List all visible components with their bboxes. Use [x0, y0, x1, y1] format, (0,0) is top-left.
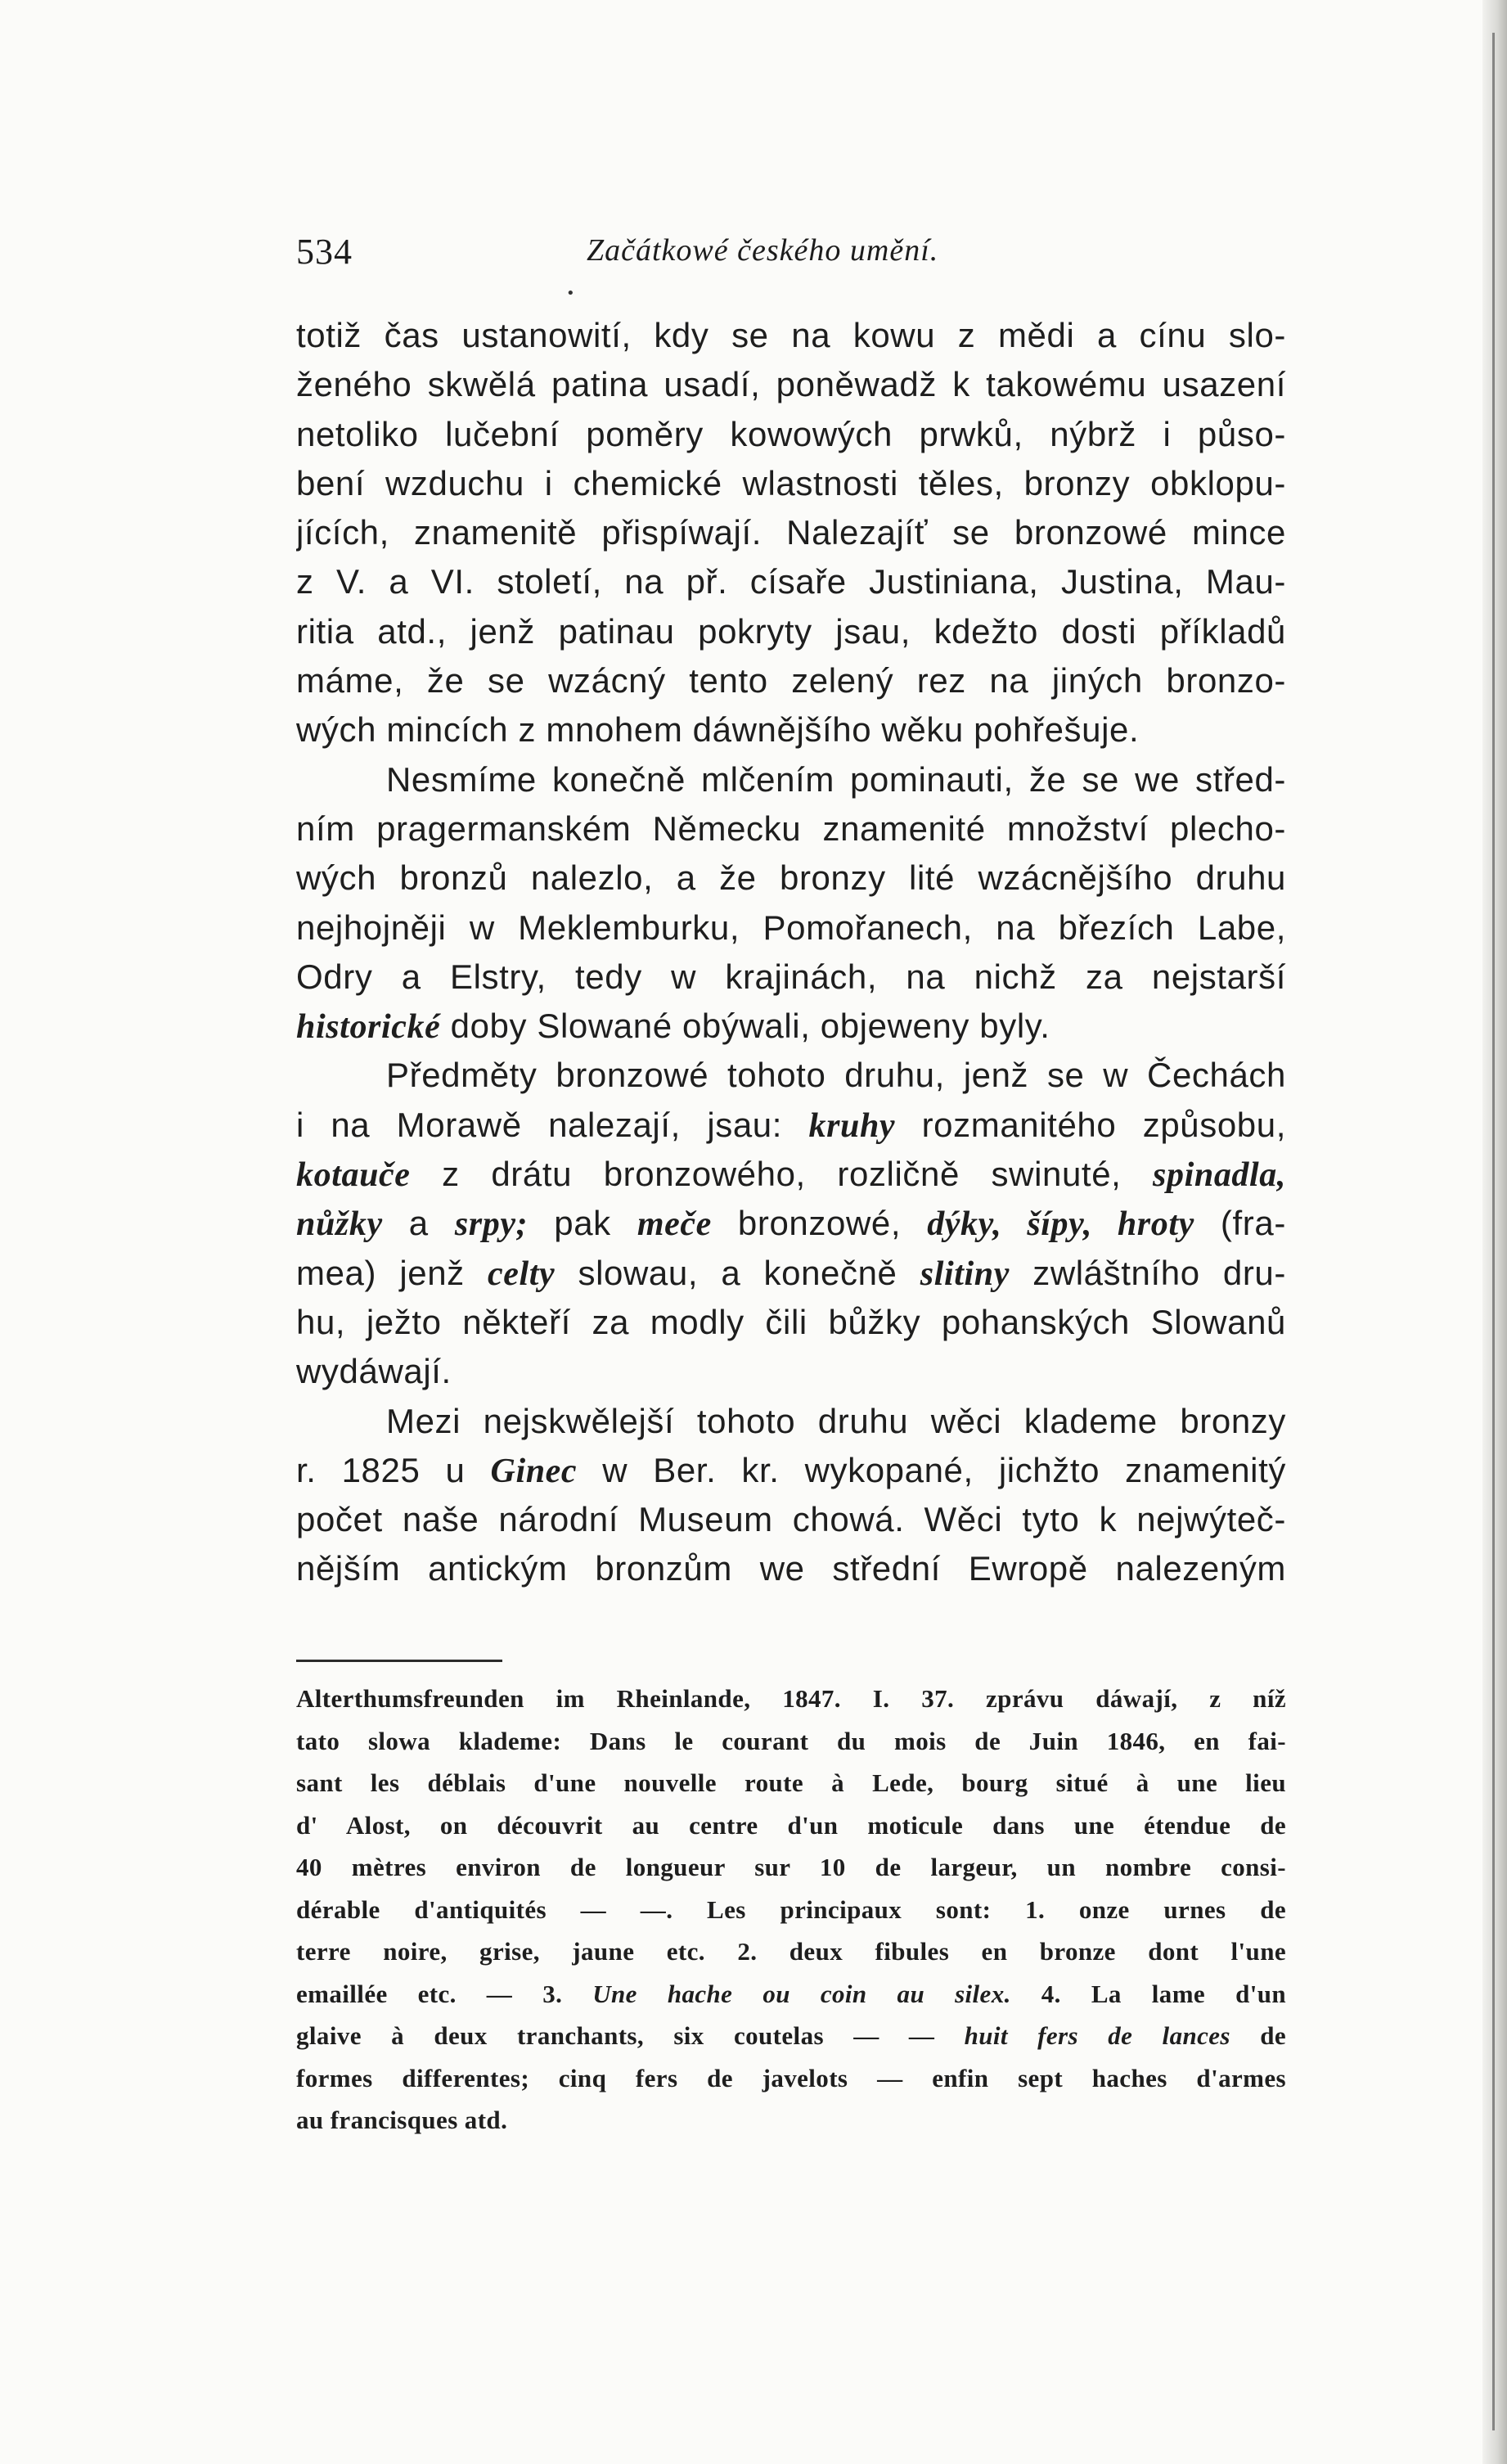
italic-term: kruhy: [808, 1106, 896, 1145]
page-number: 534: [296, 232, 353, 272]
text-line: ritia atd., jenž patinau pokryty jsau, kdežto dosti příkladů: [296, 611, 1286, 651]
footnote-line: [296, 2015, 1286, 2057]
footnote-line: tato slowa klademe: Dans le courant du mois de Juin 1846, en fai-: [296, 1726, 1286, 1755]
footnote-rule: [296, 1660, 502, 1662]
italic-term: huit fers de lances: [964, 2021, 1230, 2050]
text-line: [296, 1150, 1286, 1199]
italic-term: srpy;: [454, 1205, 529, 1244]
text-line: nejhojněji w Meklemburku, Pomořanech, na březích Labe,: [296, 908, 1286, 947]
text-line: Mezi nejskwělejší tohoto druhu wěci klademe bronzy: [386, 1401, 1286, 1440]
italic-term: Une hache ou coin au silex.: [592, 1979, 1011, 2008]
text-segment: 4. La lame d'un: [1041, 1979, 1286, 2008]
text-line: [296, 1002, 1286, 1051]
footnote-line: 40 mètres environ de longueur sur 10 de largeur, un nombre consi-: [296, 1853, 1286, 1881]
footnote: [296, 1678, 1286, 2142]
page-edge: [1482, 0, 1507, 2464]
italic-term: slitiny: [920, 1255, 1010, 1293]
footnote-line: terre noire, grise, jaune etc. 2. deux fibules en bronze dont l'une: [296, 1937, 1286, 1966]
text-line: totiž čas ustanowití, kdy se na kowu z mědi a cínu slo-: [296, 316, 1286, 354]
text-segment: mea) jenž: [296, 1253, 465, 1292]
text-line: [296, 1199, 1286, 1248]
text-line: ženého skwělá patina usadí, poněwadž k takowému usazení: [296, 365, 1286, 404]
footnote-line: dérable d'antiquités — —. Les principaux sont: 1. onze urnes de: [296, 1894, 1286, 1924]
text-segment: (fra-: [1220, 1204, 1286, 1243]
text-segment: r. 1825 u: [296, 1450, 466, 1489]
text-segment: rozmanitého způsobu,: [921, 1105, 1286, 1144]
text-line: z V. a VI. století, na př. císaře Justiniana, Justina, Mau-: [296, 562, 1286, 601]
text-line: [296, 1249, 1286, 1298]
text-line: netoliko lučební poměry kowowých prwků, nýbrž i půso-: [296, 414, 1286, 453]
text-line: wydáwají.: [296, 1352, 452, 1391]
footnote-line: formes differentes; cinq fers de javelots — enfin sept haches d'armes: [296, 2063, 1286, 2092]
italic-term: spinadla,: [1153, 1156, 1286, 1195]
text-line: počet naše národní Museum chowá. Wěci tyto k nejwýteč-: [296, 1500, 1286, 1539]
text-segment: doby Slowané obýwali, objeweny byly.: [450, 1007, 1050, 1046]
italic-term: nůžky: [296, 1205, 383, 1244]
italic-term: Ginec: [490, 1452, 578, 1490]
page-header: [296, 231, 1286, 280]
text-line: hu, ježto někteří za modly čili bůžky pohanských Slowanů: [296, 1302, 1286, 1341]
stray-mark: •: [566, 285, 575, 302]
italic-term: dýky, šípy, hroty: [927, 1205, 1194, 1244]
text-segment: de: [1260, 2021, 1286, 2050]
text-segment: zwláštního dru-: [1032, 1253, 1286, 1292]
text-line: wých mincích z mnohem dáwnějšího wěku pohřešuje.: [296, 710, 1140, 750]
text-segment: z drátu bronzowého, rozličně swinuté,: [442, 1155, 1122, 1194]
text-line: [296, 1101, 1286, 1150]
text-line: jících, znamenitě přispíwají. Nalezajíť se bronzowé mince: [296, 513, 1286, 552]
text-segment: pak: [554, 1204, 611, 1243]
text-line: Nesmíme konečně mlčením pominauti, že se we střed-: [386, 759, 1286, 799]
italic-term: celty: [488, 1255, 556, 1293]
text-segment: glaive à deux tranchants, six coutelas — —: [296, 2021, 935, 2050]
footnote-line: d' Alost, on découvrit au centre d'un moticule dans une étendue de: [296, 1810, 1286, 1840]
footnote-line: sant les déblais d'une nouvelle route à Lede, bourg situé à une lieu: [296, 1768, 1286, 1797]
text-line: ním pragermanském Německu znamenité množství plecho-: [296, 809, 1286, 848]
text-segment: w Ber. kr. wykopané, jichžto znamenitý: [602, 1450, 1286, 1489]
text-line: wých bronzů nalezlo, a že bronzy lité wzácnějšího druhu: [296, 858, 1286, 898]
footnote-line: [296, 1973, 1286, 2016]
text-segment: a: [408, 1204, 429, 1243]
text-line: máme, že se wzácný tento zelený rez na jiných bronzo-: [296, 661, 1286, 700]
text-segment: i na Morawě nalezají, jsau:: [296, 1105, 783, 1144]
text-segment: slowau, a konečně: [578, 1253, 897, 1292]
text-segment: bronzowé,: [737, 1204, 902, 1243]
italic-term: historické: [296, 1008, 441, 1047]
running-title: Začátkowé českého umění.: [587, 233, 939, 268]
text-line: Předměty bronzowé tohoto druhu, jenž se w Čechách: [386, 1056, 1286, 1095]
footnote-line: Alterthumsfreunden im Rheinlande, 1847. I. 37. zprávu dáwají, z níž: [296, 1684, 1286, 1713]
body-text: [296, 311, 1286, 1594]
text-segment: emaillée etc. — 3.: [296, 1979, 563, 2008]
footnote-line: au francisques atd.: [296, 2106, 508, 2134]
text-line: bení wzduchu i chemické wlastnosti těles, bronzy obklopu-: [296, 463, 1286, 502]
text-line: Odry a Elstry, tedy w krajinách, na nichž za nejstarší: [296, 957, 1286, 996]
text-line: nějším antickým bronzům we střední Ewropě nalezeným: [296, 1549, 1286, 1588]
italic-term: meče: [637, 1205, 712, 1244]
text-line: [296, 1446, 1286, 1495]
italic-term: kotauče: [296, 1156, 411, 1195]
